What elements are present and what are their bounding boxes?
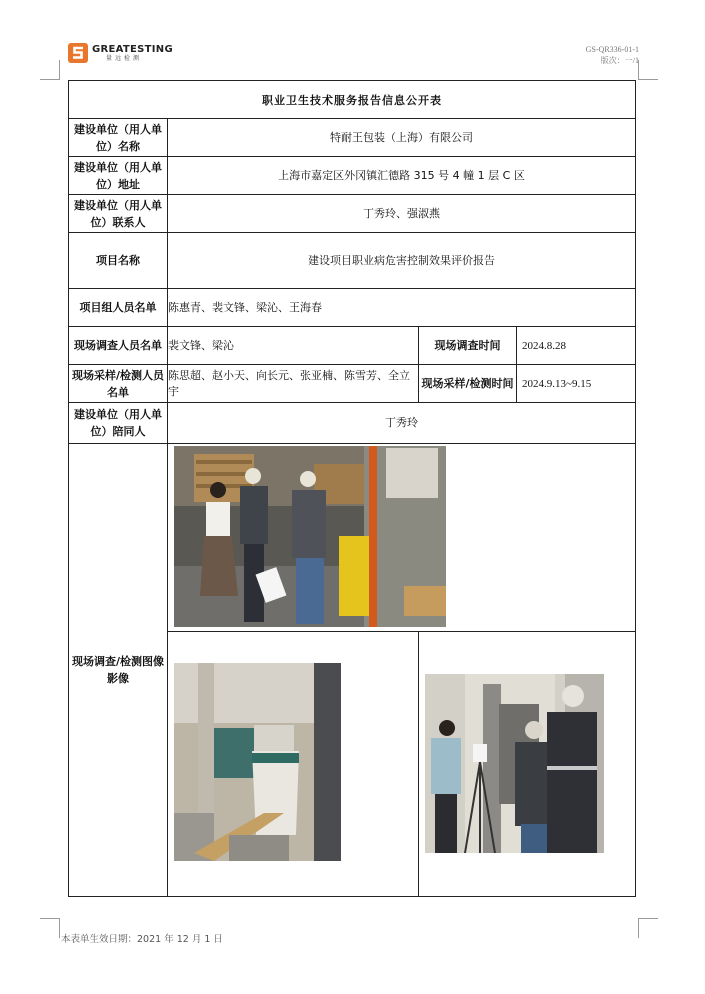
greatesting-logo-icon: [68, 43, 88, 63]
form-title: 职业卫生技术服务报告信息公开表: [69, 81, 636, 119]
logo-english-name: GREATESTING: [92, 43, 173, 55]
crop-mark-bottom-right: [638, 918, 658, 938]
logo-chinese-name: 量远检测: [106, 54, 143, 62]
crop-mark-top-left: [40, 60, 60, 80]
photo-cell-group: [168, 444, 636, 631]
project-team-value: 陈惠青、裴文锋、梁沁、王海春: [168, 289, 636, 327]
unit-contact-label: 建设单位（用人单位）联系人: [69, 195, 168, 233]
survey-time-label: 现场调查时间: [419, 327, 517, 365]
crop-mark-top-right: [638, 60, 658, 80]
project-name-label: 项目名称: [69, 233, 168, 289]
escort-value: 丁秀玲: [168, 403, 636, 444]
sampling-time-value: 2024.9.13~9.15: [517, 365, 636, 403]
info-disclosure-table: [68, 80, 636, 897]
images-label: 现场调查/检测图像影像: [69, 444, 168, 897]
survey-staff-value: 裴文锋、梁沁: [168, 327, 419, 365]
document-edition: 版次：一/1: [600, 56, 639, 65]
document-code: GS-QR336-01-1: [585, 45, 639, 54]
photo-group-at-warehouse: [174, 446, 446, 627]
photo-onsite-measurement: [425, 674, 604, 853]
project-team-label: 项目组人员名单: [69, 289, 168, 327]
crop-mark-bottom-left: [40, 918, 60, 938]
photo-cell-inspection: [419, 631, 636, 896]
project-name-value: 建设项目职业病危害控制效果评价报告: [168, 233, 636, 289]
unit-address-label: 建设单位（用人单位）地址: [69, 157, 168, 195]
escort-label: 建设单位（用人单位）陪同人: [69, 403, 168, 444]
sampling-time-label: 现场采样/检测时间: [419, 365, 517, 403]
photo-dust-collector: [174, 663, 341, 861]
survey-time-value: 2024.8.28: [517, 327, 636, 365]
document-number-block: [586, 44, 639, 66]
company-logo: [68, 43, 173, 63]
unit-contact-value: 丁秀玲、强淑燕: [168, 195, 636, 233]
sampling-staff-label: 现场采样/检测人员名单: [69, 365, 168, 403]
effective-date-note: 本表单生效日期：2021 年 12 月 1 日: [61, 934, 223, 945]
unit-name-label: 建设单位（用人单位）名称: [69, 119, 168, 157]
unit-address-value: 上海市嘉定区外冈镇汇德路 315 号 4 幢 1 层 C 区: [168, 157, 636, 195]
unit-name-value: 特耐王包装（上海）有限公司: [168, 119, 636, 157]
sampling-staff-value: 陈思超、赵小天、向长元、张亚楠、陈雪芳、全立宇: [168, 365, 419, 403]
survey-staff-label: 现场调查人员名单: [69, 327, 168, 365]
photo-cell-equipment: [168, 631, 419, 896]
